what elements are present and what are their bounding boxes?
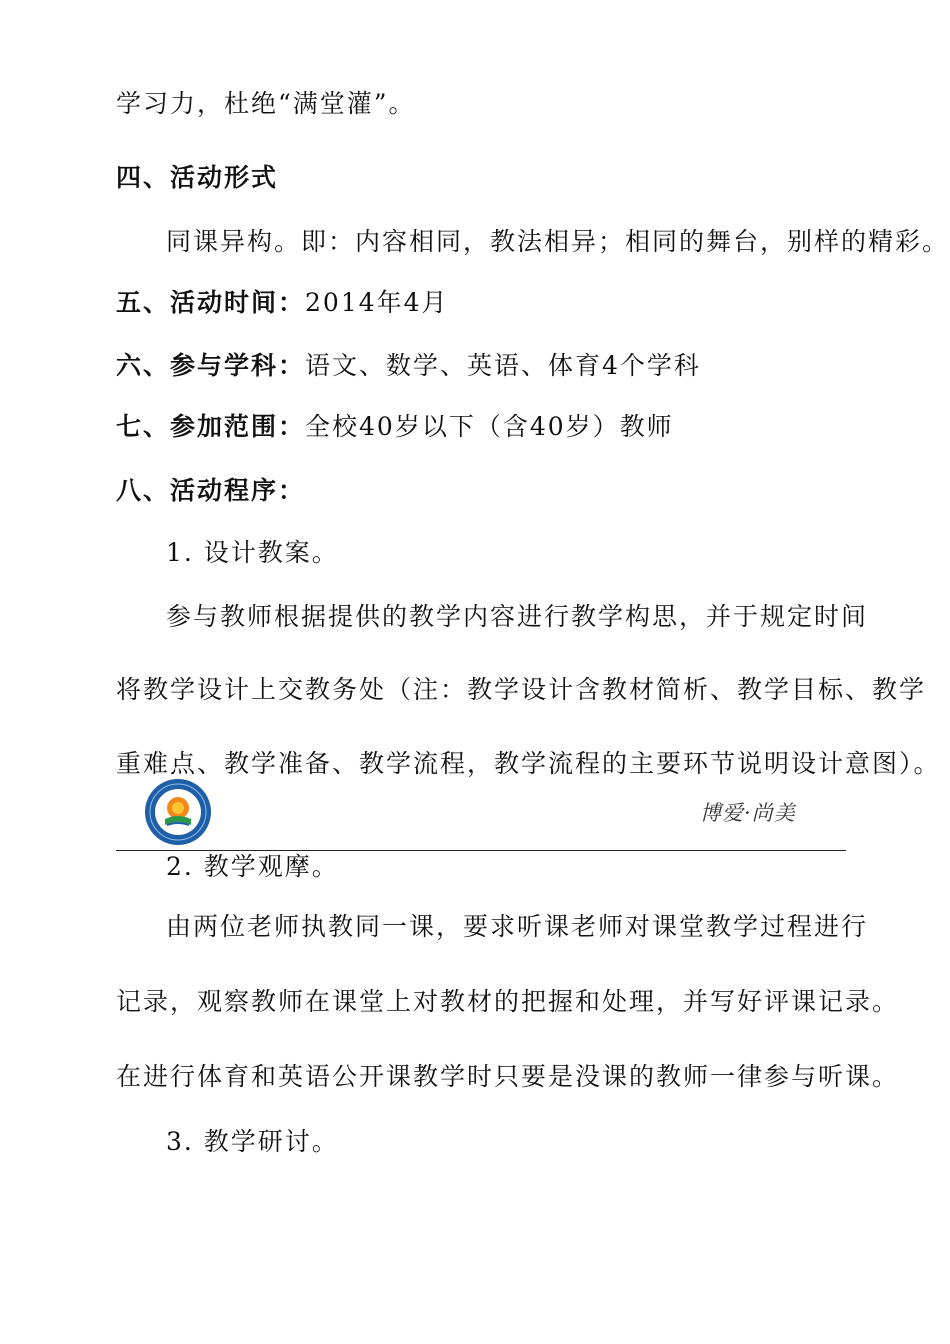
paragraph-line: 参与教师根据提供的教学内容进行教学构思，并于规定时间 [166,602,869,631]
field-label: 七、参加范围： [116,412,306,441]
paragraph-line: 学习力，杜绝“满堂灌”。 [116,89,416,118]
paragraph-line [116,411,674,443]
field-label: 六、参与学科： [116,351,306,380]
header-rule [116,850,846,851]
paragraph-line: 2. 教学观摩。 [166,852,339,881]
paragraph-line: 3. 教学研讨。 [166,1127,339,1156]
field-value: 全校40岁以下（含40岁）教师 [305,412,674,441]
field-value: 2014年4月 [305,288,449,317]
paragraph-line [116,350,701,382]
paragraph-line: 同课异构。即：内容相同，教法相异；相同的舞台，别样的精彩。 [166,227,950,256]
paragraph-line: 1. 设计教案。 [166,538,339,567]
paragraph-line: 记录，观察教师在课堂上对教材的把握和处理，并写好评课记录。 [116,987,900,1016]
paragraph-line: 在进行体育和英语公开课教学时只要是没课的教师一律参与听课。 [116,1062,900,1091]
section-heading: 四、活动形式 [116,163,279,192]
paragraph-line: 将教学设计上交教务处（注：教学设计含教材简析、教学目标、教学 [116,675,927,704]
paragraph-line: 由两位老师执教同一课，要求听课老师对课堂教学过程进行 [166,912,869,941]
paragraph-line [116,287,449,319]
school-emblem-icon [143,777,213,847]
school-motto: 博爱·尚美 [700,801,796,825]
section-heading: 八、活动程序： [116,476,306,505]
field-value: 语文、数学、英语、体育4个学科 [305,351,701,380]
paragraph-line: 重难点、教学准备、教学流程，教学流程的主要环节说明设计意图）。 [116,749,941,778]
field-label: 五、活动时间： [116,288,306,317]
